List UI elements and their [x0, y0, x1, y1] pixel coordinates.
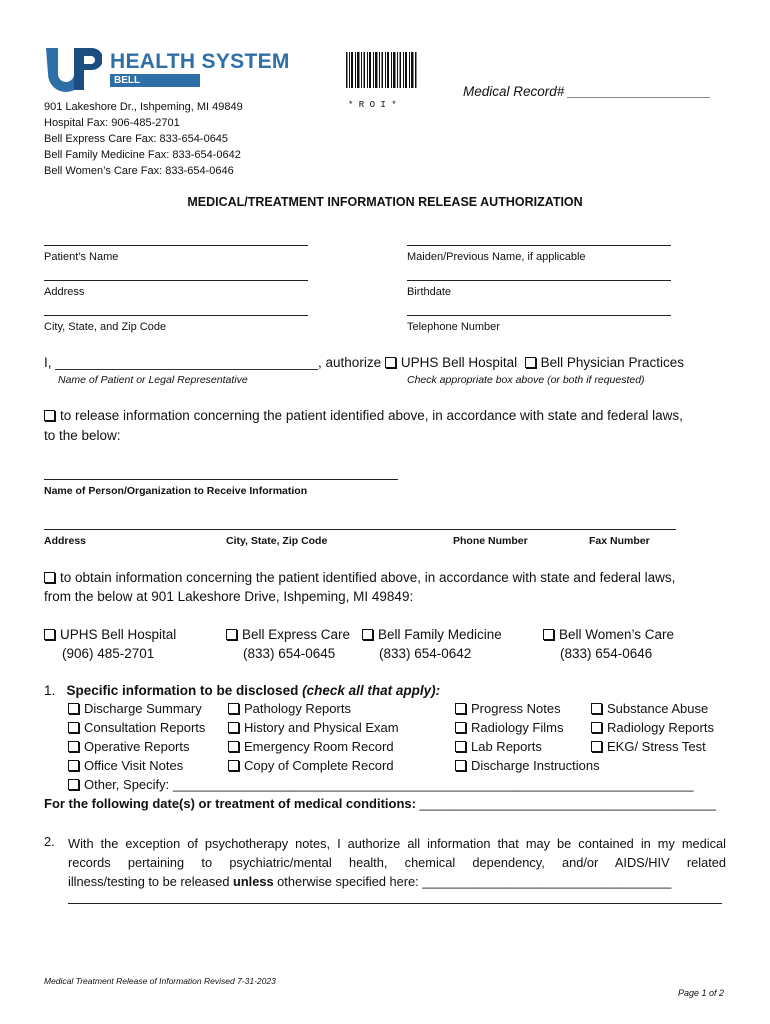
- section2-line-3a: illness/testing to be released: [68, 874, 230, 889]
- dates-blank[interactable]: _________________________________________: [419, 796, 717, 811]
- section2-line-3: [68, 872, 726, 891]
- checkbox-icon[interactable]: [68, 722, 79, 733]
- address-line[interactable]: [44, 280, 308, 281]
- checkbox-icon[interactable]: [68, 703, 79, 714]
- option-label: Discharge Summary: [84, 701, 202, 716]
- option-label: Emergency Room Record: [244, 739, 394, 754]
- bell-physician-practices-checkbox[interactable]: [525, 357, 536, 368]
- opt-radiology-films[interactable]: [455, 720, 563, 735]
- checkbox-icon[interactable]: [455, 741, 466, 752]
- checkbox-icon[interactable]: [455, 760, 466, 771]
- opt-office-visit-notes[interactable]: [68, 758, 183, 773]
- telephone-line[interactable]: [407, 315, 671, 316]
- womens-care-fax: Bell Women’s Care Fax: 833-654-0646: [44, 165, 234, 177]
- checkbox-icon[interactable]: [228, 760, 239, 771]
- option-label: Consultation Reports: [84, 720, 206, 735]
- option-label: History and Physical Exam: [244, 720, 399, 735]
- obtain-checkbox[interactable]: [44, 572, 55, 583]
- section2-line-3c: otherwise specified here:: [277, 874, 419, 889]
- section1-number: 1.: [44, 683, 56, 698]
- city-line[interactable]: [44, 315, 308, 316]
- option-label: Progress Notes: [471, 701, 561, 716]
- section1-heading-text: Specific information to be disclosed: [66, 683, 299, 698]
- up-logo-icon: [44, 46, 102, 92]
- option-label: Lab Reports: [471, 739, 542, 754]
- revision-note: Medical Treatment Release of Information Revised 7-31-2023: [44, 976, 276, 986]
- dates-line[interactable]: [44, 796, 716, 811]
- section1-heading: [44, 683, 440, 698]
- option-label: Radiology Reports: [607, 720, 714, 735]
- checkbox-icon[interactable]: [591, 703, 602, 714]
- authorize-note-left: Name of Patient or Legal Representative: [58, 374, 248, 386]
- section2-line-2: records pertaining to psychiatric/mental health, chemical dependency, and/or AIDS/HIV related: [68, 855, 726, 870]
- telephone-label: Telephone Number: [407, 321, 500, 333]
- bell-physician-practices-label: Bell Physician Practices: [540, 355, 684, 370]
- maiden-name-line[interactable]: [407, 245, 671, 246]
- recipient-name-line[interactable]: [44, 479, 398, 480]
- option-label: Other, Specify: ________________________________________________________________________: [84, 777, 694, 792]
- checkbox-icon[interactable]: [228, 741, 239, 752]
- section2-number: 2.: [44, 834, 55, 849]
- opt-progress-notes[interactable]: [455, 701, 561, 716]
- facility-family: [362, 625, 502, 663]
- opt-ekg-stress[interactable]: [591, 739, 706, 754]
- maiden-name-label: Maiden/Previous Name, if applicable: [407, 251, 586, 263]
- opt-discharge-summary[interactable]: [68, 701, 202, 716]
- section1-heading-italic: (check all that apply):: [302, 683, 441, 698]
- recipient-address-line[interactable]: [44, 529, 676, 530]
- city-label: City, State, and Zip Code: [44, 321, 167, 333]
- authorize-note-right: Check appropriate box above (or both if requested): [407, 374, 645, 386]
- release-line-2: to the below:: [44, 428, 121, 443]
- barcode-text: * R O I *: [348, 100, 397, 110]
- checkbox-icon[interactable]: [68, 779, 79, 790]
- family-medicine-fax: Bell Family Medicine Fax: 833-654-0642: [44, 149, 241, 161]
- release-text: to release information concerning the patient identified above, in accordance with state and federal laws,: [60, 408, 683, 423]
- checkbox-icon[interactable]: [68, 760, 79, 771]
- hospital-fax: Hospital Fax: 906-485-2701: [44, 117, 180, 129]
- opt-emergency-room[interactable]: [228, 739, 394, 754]
- opt-substance-abuse[interactable]: [591, 701, 708, 716]
- option-label: Pathology Reports: [244, 701, 351, 716]
- recipient-name-label: Name of Person/Organization to Receive Information: [44, 485, 308, 497]
- opt-radiology-reports[interactable]: [591, 720, 714, 735]
- facility-family-checkbox[interactable]: [362, 629, 373, 640]
- checkbox-icon[interactable]: [591, 741, 602, 752]
- authorize-line: [44, 355, 684, 370]
- option-label: Operative Reports: [84, 739, 190, 754]
- opt-consultation-reports[interactable]: [68, 720, 205, 735]
- opt-pathology-reports[interactable]: [228, 701, 351, 716]
- birthdate-line[interactable]: [407, 280, 671, 281]
- facility-hospital: [44, 625, 176, 663]
- option-label: Substance Abuse: [607, 701, 709, 716]
- medical-record-field[interactable]: Medical Record# ___________________: [463, 84, 711, 99]
- patient-name-line[interactable]: [44, 245, 308, 246]
- opt-other[interactable]: [68, 777, 693, 792]
- facility-family-name: Bell Family Medicine: [378, 627, 502, 642]
- option-label: Office Visit Notes: [84, 758, 184, 773]
- option-label: Copy of Complete Record: [244, 758, 394, 773]
- recipient-phone-label: Phone Number: [453, 535, 528, 547]
- checkbox-icon[interactable]: [455, 722, 466, 733]
- facility-hospital-checkbox[interactable]: [44, 629, 55, 640]
- express-care-fax: Bell Express Care Fax: 833-654-0645: [44, 133, 229, 145]
- section2-blank[interactable]: ___________________________________: [422, 874, 672, 889]
- release-line-1: [44, 408, 683, 423]
- obtain-text: to obtain information concerning the patient identified above, in accordance with state and federal laws,: [60, 570, 676, 585]
- facility-express-checkbox[interactable]: [226, 629, 237, 640]
- facility-womens-name: Bell Women’s Care: [559, 627, 675, 642]
- obtain-line-1: [44, 570, 675, 585]
- uphs-bell-hospital-label: UPHS Bell Hospital: [400, 355, 518, 370]
- section2-text: [68, 834, 726, 891]
- logo-title: HEALTH SYSTEM: [110, 50, 290, 73]
- option-label: EKG/ Stress Test: [607, 739, 706, 754]
- page-number: Page 1 of 2: [678, 988, 725, 998]
- facility-hospital-phone: (906) 485-2701: [62, 646, 155, 661]
- checkbox-icon[interactable]: [455, 703, 466, 714]
- contact-address: 901 Lakeshore Dr., Ishpeming, MI 49849: [44, 101, 243, 113]
- obtain-line-2: from the below at 901 Lakeshore Drive, Ishpeming, MI 49849:: [44, 589, 414, 604]
- section2-extra-line[interactable]: [68, 903, 722, 904]
- opt-operative-reports[interactable]: [68, 739, 190, 754]
- form-title: MEDICAL/TREATMENT INFORMATION RELEASE AUTHORIZATION: [187, 195, 583, 209]
- authorize-prefix: I, ___________________________________, authorize: [44, 355, 382, 370]
- facility-womens: [543, 625, 674, 663]
- option-label: Discharge Instructions: [471, 758, 600, 773]
- checkbox-icon[interactable]: [68, 741, 79, 752]
- recipient-city-label: City, State, Zip Code: [226, 535, 328, 547]
- opt-complete-record[interactable]: [228, 758, 394, 773]
- release-checkbox[interactable]: [44, 410, 55, 421]
- facility-express-name: Bell Express Care: [242, 627, 351, 642]
- recipient-address-label: Address: [44, 535, 87, 547]
- option-label: Radiology Films: [471, 720, 564, 735]
- opt-discharge-instructions[interactable]: [455, 758, 600, 773]
- facility-express: [226, 625, 350, 663]
- dates-label: For the following date(s) or treatment of medical conditions:: [44, 796, 416, 811]
- opt-history-physical[interactable]: [228, 720, 399, 735]
- contact-block: [44, 99, 243, 179]
- checkbox-icon[interactable]: [591, 722, 602, 733]
- section2-line-1: With the exception of psychotherapy notes, I authorize all information that may be contained in my medical: [68, 836, 726, 851]
- barcode-icon: [346, 52, 418, 98]
- checkbox-icon[interactable]: [228, 703, 239, 714]
- logo-subtitle: BELL: [110, 74, 200, 87]
- section2-unless: unless: [233, 874, 274, 889]
- address-label: Address: [44, 286, 85, 298]
- facility-womens-checkbox[interactable]: [543, 629, 554, 640]
- patient-name-label: Patient’s Name: [44, 251, 119, 263]
- opt-lab-reports[interactable]: [455, 739, 542, 754]
- facility-womens-phone: (833) 654-0646: [560, 646, 653, 661]
- uphs-bell-hospital-checkbox[interactable]: [385, 357, 396, 368]
- facility-family-phone: (833) 654-0642: [379, 646, 472, 661]
- facility-hospital-name: UPHS Bell Hospital: [60, 627, 177, 642]
- birthdate-label: Birthdate: [407, 286, 452, 298]
- facility-express-phone: (833) 654-0645: [243, 646, 336, 661]
- recipient-fax-label: Fax Number: [589, 535, 650, 547]
- checkbox-icon[interactable]: [228, 722, 239, 733]
